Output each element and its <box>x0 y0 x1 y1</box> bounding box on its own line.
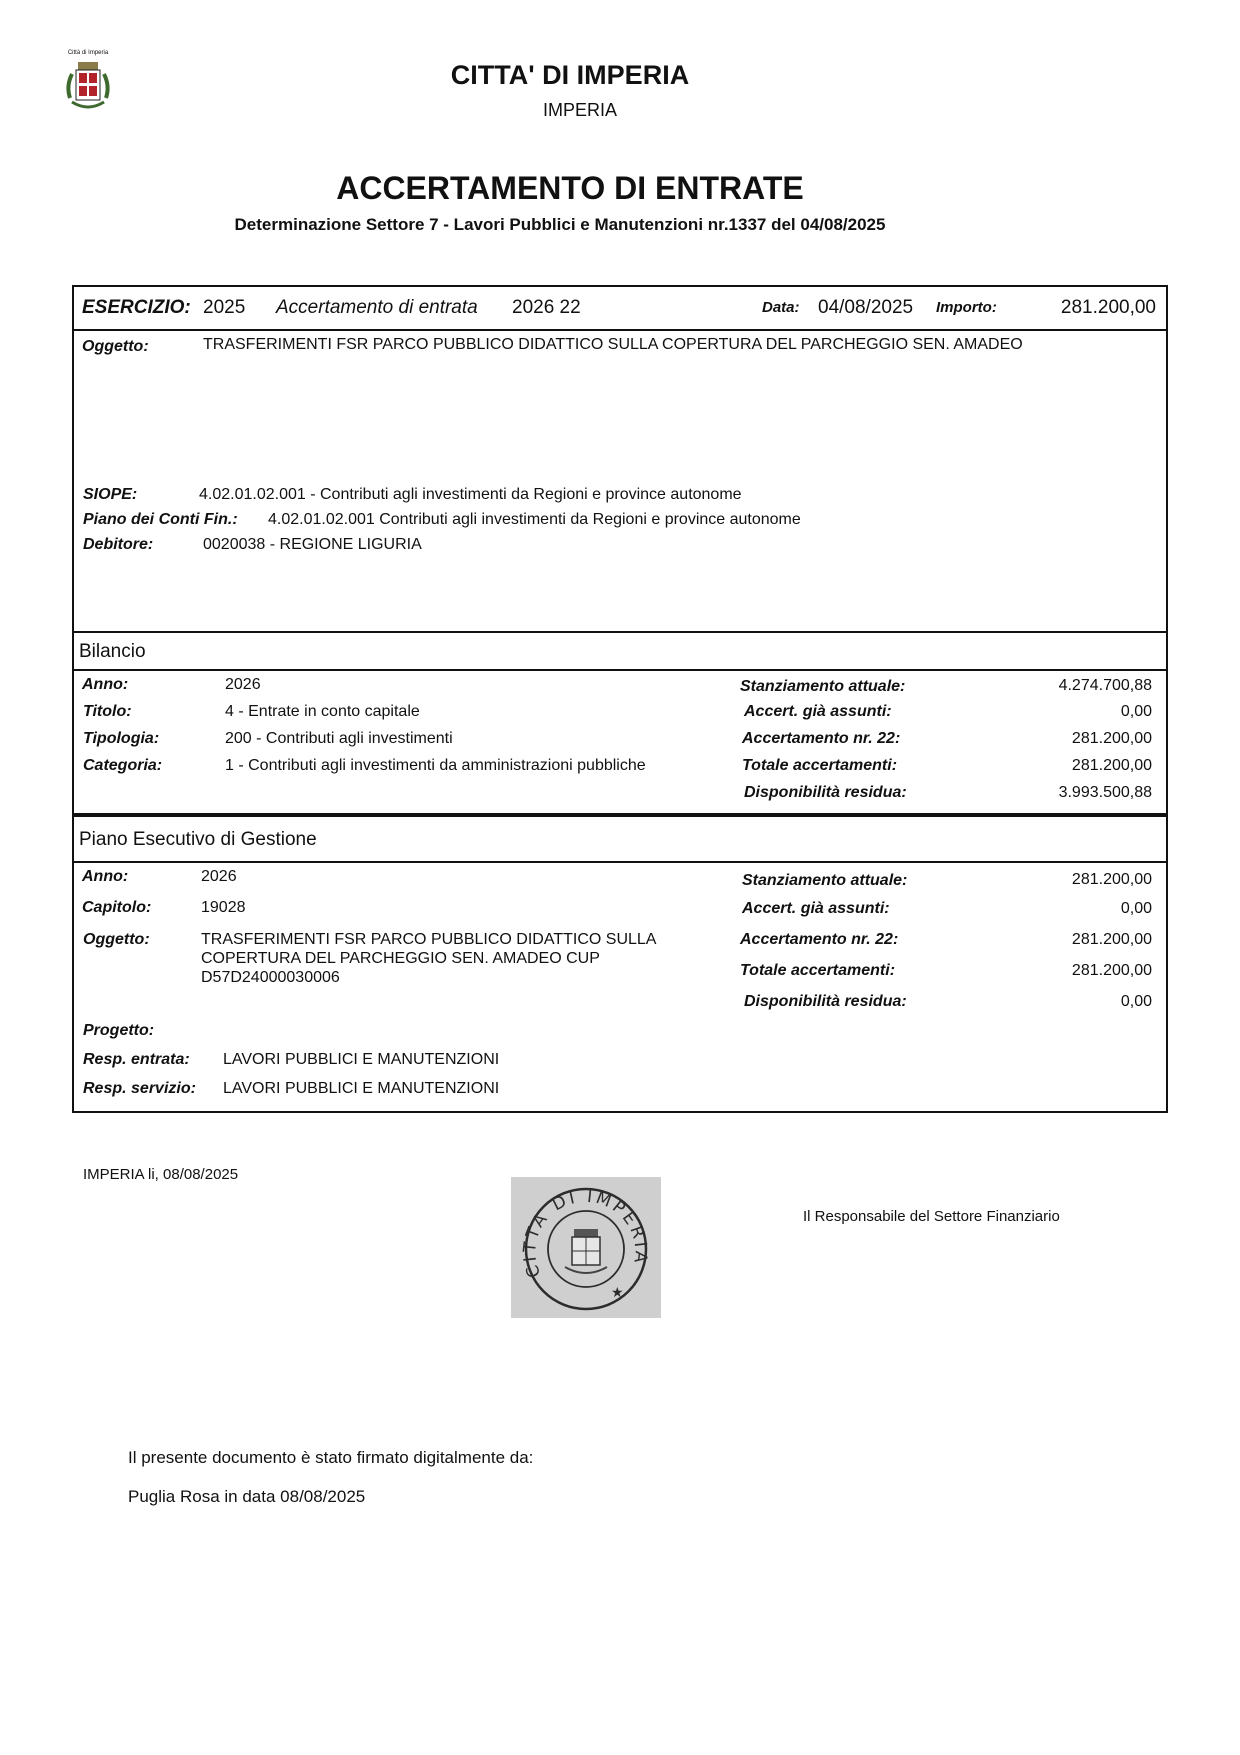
peg-resp-entrata-value: LAVORI PUBBLICI E MANUTENZIONI <box>223 1051 500 1068</box>
city-title: CITTA' DI IMPERIA <box>450 60 690 90</box>
peg-capitolo-label: Capitolo: <box>82 899 152 916</box>
bilancio-title: Bilancio <box>79 641 146 662</box>
peg-stanziamento-value: 281.200,00 <box>1071 871 1152 888</box>
debitore-value: 0020038 - REGIONE LIGURIA <box>203 536 422 553</box>
peg-stanziamento-label: Stanziamento attuale: <box>742 872 908 889</box>
bilancio-stanziamento-label: Stanziamento attuale: <box>740 678 906 695</box>
official-stamp <box>511 1177 661 1318</box>
peg-accnr-label: Accertamento nr. 22: <box>740 931 899 948</box>
bilancio-categoria-label: Categoria: <box>83 757 163 774</box>
bilancio-disponibilita-label: Disponibilità residua: <box>744 784 907 801</box>
svg-text:★: ★ <box>611 1285 624 1301</box>
bilancio-anno-value: 2026 <box>225 676 261 693</box>
document-subtitle: Determinazione Settore 7 - Lavori Pubblici e Manutenzioni nr.1337 del 04/08/2025 <box>234 215 886 234</box>
city-subtitle: IMPERIA <box>542 100 617 120</box>
esercizio-value: 2025 <box>203 297 246 318</box>
oggetto-label: Oggetto: <box>82 338 149 355</box>
debitore-label: Debitore: <box>83 536 154 553</box>
bilancio-categoria-value: 1 - Contributi agli investimenti da amministrazioni pubbliche <box>225 757 646 774</box>
piano-conti-value: 4.02.01.02.001 Contributi agli investimenti da Regioni e province autonome <box>268 511 801 528</box>
siope-value: 4.02.01.02.001 - Contributi agli investimenti da Regioni e province autonome <box>199 486 742 503</box>
place-date: IMPERIA li, 08/08/2025 <box>83 1166 239 1183</box>
peg-oggetto-line1: TRASFERIMENTI FSR PARCO PUBBLICO DIDATTICO SULLA <box>201 931 657 948</box>
bilancio-accnr-value: 281.200,00 <box>1071 730 1152 747</box>
piano-conti-label: Piano dei Conti Fin.: <box>83 511 238 528</box>
peg-resp-servizio-value: LAVORI PUBBLICI E MANUTENZIONI <box>223 1080 500 1097</box>
data-label: Data: <box>762 299 800 316</box>
peg-anno-label: Anno: <box>82 868 129 885</box>
bilancio-totale-value: 281.200,00 <box>1071 757 1152 774</box>
bilancio-totale-label: Totale accertamenti: <box>742 757 898 774</box>
bilancio-disponibilita-value: 3.993.500,88 <box>1058 784 1152 801</box>
bilancio-titolo-value: 4 - Entrate in conto capitale <box>225 703 420 720</box>
bilancio-tipologia-label: Tipologia: <box>83 730 160 747</box>
digital-signature-note: Il presente documento è stato firmato digitalmente da: <box>128 1448 534 1467</box>
peg-totale-label: Totale accertamenti: <box>740 962 896 979</box>
digital-signature-signer: Puglia Rosa in data 08/08/2025 <box>128 1487 366 1506</box>
peg-totale-value: 281.200,00 <box>1071 962 1152 979</box>
oggetto-value: TRASFERIMENTI FSR PARCO PUBBLICO DIDATTICO SULLA COPERTURA DEL PARCHEGGIO SEN. AMADEO <box>203 336 1023 353</box>
peg-resp-entrata-label: Resp. entrata: <box>83 1051 190 1068</box>
importo-label: Importo: <box>936 299 997 316</box>
stamp-text: CITTA DI IMPERIA <box>520 1186 651 1281</box>
divider <box>72 669 1168 671</box>
accertamento-label: Accertamento di entrata <box>276 297 478 318</box>
divider <box>72 861 1168 863</box>
siope-label: SIOPE: <box>83 486 138 503</box>
peg-accgia-label: Accert. già assunti: <box>742 900 890 917</box>
peg-accnr-value: 281.200,00 <box>1071 931 1152 948</box>
esercizio-label: ESERCIZIO: <box>82 297 191 318</box>
responsabile-label: Il Responsabile del Settore Finanziario <box>803 1208 1060 1225</box>
bilancio-tipologia-value: 200 - Contributi agli investimenti <box>225 730 453 747</box>
bilancio-anno-label: Anno: <box>82 676 129 693</box>
peg-title: Piano Esecutivo di Gestione <box>79 829 317 850</box>
bilancio-titolo-label: Titolo: <box>83 703 132 720</box>
stamp-seal-icon <box>511 1177 661 1318</box>
peg-accgia-value: 0,00 <box>1120 900 1152 917</box>
peg-capitolo-value: 19028 <box>201 899 246 916</box>
divider <box>72 329 1168 331</box>
document-title: ACCERTAMENTO DI ENTRATE <box>336 170 804 206</box>
bilancio-stanziamento-value: 4.274.700,88 <box>1058 677 1152 694</box>
peg-oggetto-line3: D57D24000030006 <box>201 969 340 986</box>
peg-anno-value: 2026 <box>201 868 237 885</box>
importo-value: 281.200,00 <box>1060 297 1156 318</box>
peg-disponibilita-label: Disponibilità residua: <box>744 993 907 1010</box>
peg-resp-servizio-label: Resp. servizio: <box>83 1080 196 1097</box>
accertamento-value: 2026 22 <box>512 297 581 318</box>
logo-caption: Città di Imperia <box>67 50 109 56</box>
peg-oggetto-line2: COPERTURA DEL PARCHEGGIO SEN. AMADEO CUP <box>201 950 600 967</box>
bilancio-accnr-label: Accertamento nr. 22: <box>742 730 901 747</box>
bilancio-accgia-value: 0,00 <box>1120 703 1152 720</box>
bilancio-accgia-label: Accert. già assunti: <box>744 703 892 720</box>
peg-oggetto-label: Oggetto: <box>83 931 150 948</box>
peg-progetto-label: Progetto: <box>83 1022 155 1039</box>
data-value: 04/08/2025 <box>818 297 914 318</box>
peg-disponibilita-value: 0,00 <box>1120 993 1152 1010</box>
